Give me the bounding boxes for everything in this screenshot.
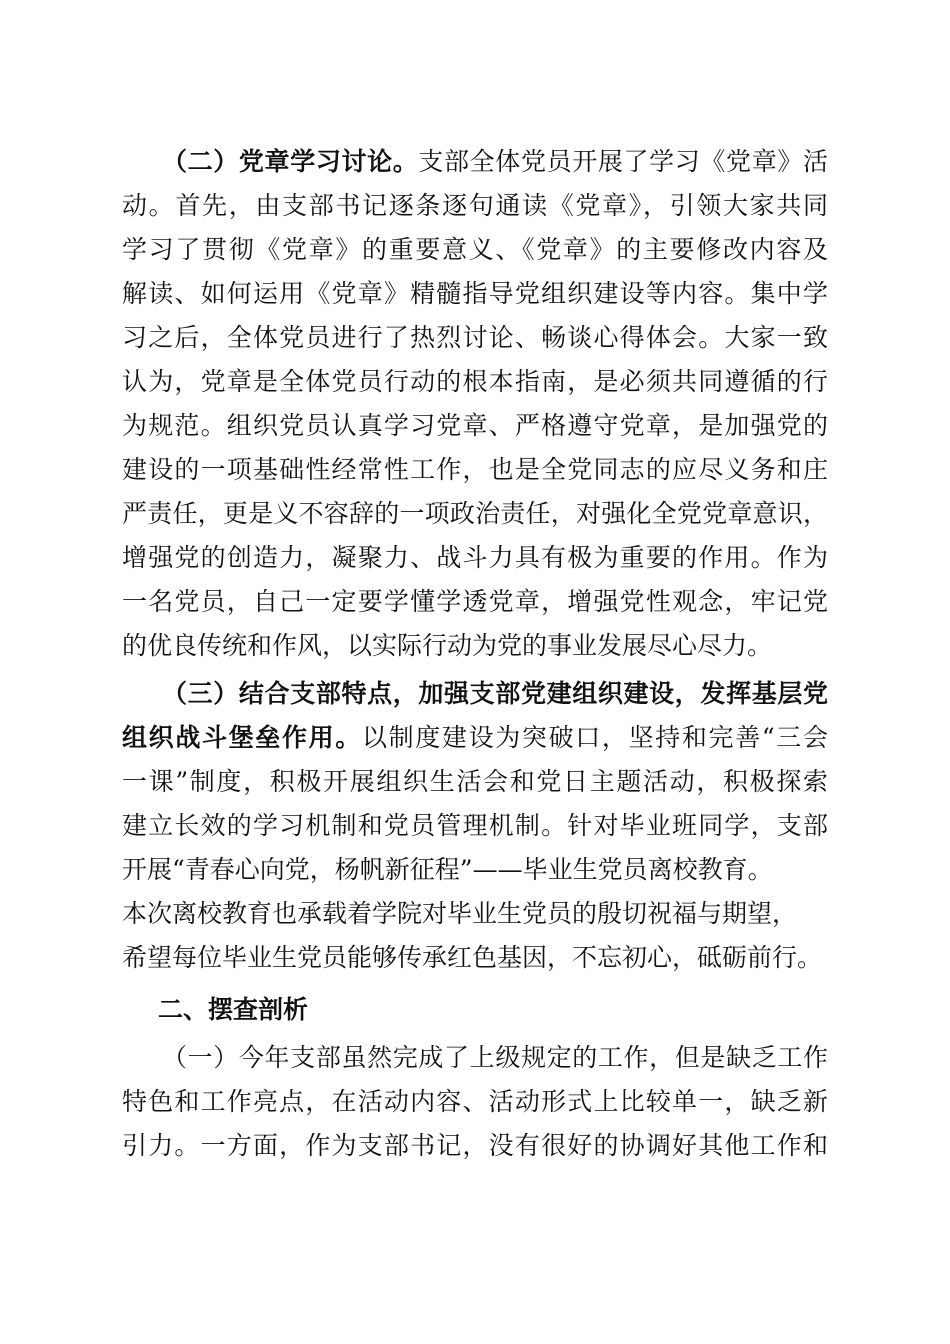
- paragraph-line: [162, 140, 828, 184]
- paragraph-line: 本次离校教育也承载着学院对毕业生党员的殷切祝福与期望，: [122, 899, 798, 928]
- paragraph-line: 严责任，更是义不容辞的一项政治责任，对强化全党党章意识，: [122, 499, 828, 528]
- paragraph-line: 一课”制度，积极开展组织生活会和党日主题活动，积极探索: [122, 767, 828, 796]
- paragraph-line: 建设的一项基础性经常性工作，也是全党同志的应尽义务和庄: [122, 455, 828, 484]
- paragraph-line: 一名党员，自己一定要学懂学透党章，增强党性观念，牢记党: [122, 587, 828, 616]
- paragraph-line: 建立长效的学习机制和党员管理机制。针对毕业班同学，支部: [122, 811, 828, 840]
- paragraph-line: 增强党的创造力，凝聚力、战斗力具有极为重要的作用。作为: [122, 543, 828, 572]
- paragraph-line: 开展“青春心向党，杨帆新征程”——毕业生党员离校教育。: [122, 855, 773, 884]
- subsection-title: （二）党章学习讨论。: [162, 147, 419, 176]
- paragraph-line: 动。首先，由支部书记逐条逐句通读《党章》，引领大家共同: [122, 191, 828, 220]
- subsection-title-cont: 组织战斗堡垒作用。: [122, 723, 362, 752]
- paragraph-line: 希望每位毕业生党员能够传承红色基因，不忘初心，砥砺前行。: [122, 943, 823, 972]
- paragraph-line: 特色和工作亮点，在活动内容、活动形式上比较单一，缺乏新: [122, 1087, 828, 1116]
- paragraph-text: 支部全体党员开展了学习《党章》活: [418, 147, 828, 176]
- paragraph-line: 的优良传统和作风，以实际行动为党的事业发展尽心尽力。: [122, 631, 773, 660]
- paragraph-line: 学习了贯彻《党章》的重要意义、《党章》的主要修改内容及: [122, 235, 828, 264]
- paragraph-line: 引力。一方面，作为支部书记，没有很好的协调好其他工作和: [122, 1131, 828, 1160]
- paragraph-line: 认为，党章是全体党员行动的根本指南，是必须共同遵循的行: [122, 367, 828, 396]
- paragraph-line: 解读、如何运用《党章》精髓指导党组织建设等内容。集中学: [122, 279, 828, 308]
- paragraph-line: [122, 716, 828, 760]
- paragraph-text: 以制度建设为突破口，坚持和完善“三会: [361, 723, 828, 752]
- paragraph-line: （一）今年支部虽然完成了上级规定的工作，但是缺乏工作: [162, 1043, 828, 1072]
- subsection-title: （三）结合支部特点，加强支部党建组织建设，发挥基层党: [162, 679, 828, 708]
- section-heading: 二、摆查剖析: [158, 995, 309, 1024]
- paragraph-line: 为规范。组织党员认真学习党章、严格遵守党章，是加强党的: [122, 411, 828, 440]
- paragraph-line: 习之后，全体党员进行了热烈讨论、畅谈心得体会。大家一致: [122, 323, 828, 352]
